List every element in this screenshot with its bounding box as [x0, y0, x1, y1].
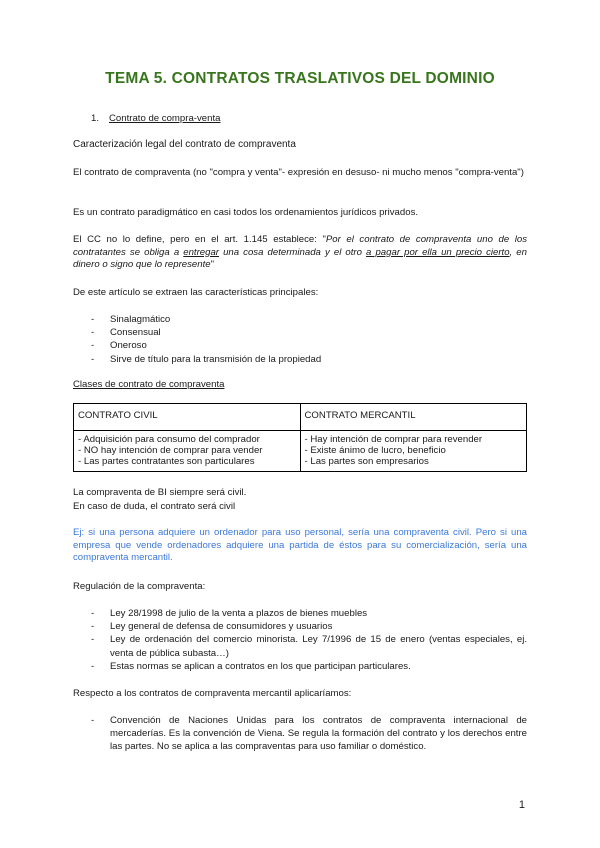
cell-line: - Existe ánimo de lucro, beneficio [304, 445, 446, 457]
section-number: 1. [91, 113, 100, 124]
cell-line: - Las partes contratantes son particulares [78, 456, 255, 468]
document-title: TEMA 5. CONTRATOS TRASLATIVOS DEL DOMINIO [105, 70, 495, 87]
cell-line: - Hay intención de comprar para revender [304, 434, 483, 445]
paragraph-paradigmatico: Es un contrato paradigmático en casi todos los ordenamientos jurídicos privados. [73, 207, 419, 218]
list-item: - Consensual [91, 326, 321, 339]
cc-quote-part: Por el contrato de compraventa uno de los contratantes se obliga a [73, 234, 527, 258]
list-item: - Ley general de defensa de consumidores y usuarios [91, 620, 527, 633]
page-number: 1 [518, 799, 525, 811]
section-label: Contrato de compra-venta [109, 113, 221, 124]
list-item: - Estas normas se aplican a contratos en los que participan particulares. [91, 660, 527, 673]
paragraph-definicion: El contrato de compraventa (no "compra y venta"- expresión en desuso- ni mucho menos "compra-venta") [73, 167, 524, 178]
list-item: - Convención de Naciones Unidas para los contratos de compraventa internacional de mercaderías. Es la convención de Viena. Se regula la formación del contrato y los derechos entre las partes. No se aplica a las compraventas para uso familiar o doméstico. [91, 714, 527, 754]
list-item: - Oneroso [91, 339, 321, 352]
list-item: - Ley de ordenación del comercio minorista. Ley 7/1996 de 15 de enero (ventas especiales, ej. venta de pública subasta…) [91, 633, 527, 659]
clases-heading: Clases de contrato de compraventa [73, 379, 225, 390]
cell-line: - NO hay intención de comprar para vender [78, 445, 263, 457]
example-paragraph: Ej: si una persona adquiere un ordenador para uso personal, sería una compraventa civil. Pero si una empresa que vende ordenadores adquiere una partida de éstos para su comercialización, sería una compraventa mercantil. [73, 527, 527, 564]
clases-table [73, 403, 527, 472]
cc-intro: El CC no lo define, pero en el art. 1.145 establece: " [73, 234, 326, 245]
paragraph-cc [73, 234, 527, 272]
table-header-mercantil: CONTRATO MERCANTIL [300, 404, 527, 431]
table-header-civil: CONTRATO CIVIL [74, 404, 301, 431]
list-item: - Ley 28/1998 de julio de la venta a plazos de bienes muebles [91, 607, 527, 620]
table-header-row [74, 404, 527, 431]
table-cell-mercantil [300, 431, 527, 472]
section-heading [91, 113, 220, 124]
caracteristicas-list [91, 313, 321, 366]
cc-quote-entregar: entregar [183, 246, 219, 258]
cell-line: - Adquisición para consumo del comprador [78, 434, 260, 445]
bi-line-2: En caso de duda, el contrato será civil [73, 501, 236, 512]
cc-close: " [210, 259, 215, 271]
mercantil-list [91, 714, 527, 754]
cc-quote-pagar: a pagar por ella un precio cierto [366, 246, 510, 258]
paragraph-caracteristicas: De este artículo se extraen las características principales: [73, 287, 319, 298]
cc-quote-part: una cosa determinada y el otro [218, 246, 367, 258]
table-row [74, 431, 527, 472]
cell-line: - Las partes son empresarios [304, 456, 429, 468]
mercantil-heading: Respecto a los contratos de compraventa mercantil aplicaríamos: [73, 688, 352, 699]
table-cell-civil [74, 431, 301, 472]
list-item: - Sinalagmático [91, 313, 321, 326]
caracterizacion-heading: Caracterización legal del contrato de compraventa [73, 139, 296, 150]
regulacion-list [91, 607, 527, 673]
bi-line-1: La compraventa de BI siempre será civil. [73, 487, 247, 498]
cc-quote-part: , en dinero o signo que lo represente [73, 246, 527, 271]
regulacion-heading: Regulación de la compraventa: [73, 581, 206, 592]
list-item: - Sirve de título para la transmisión de la propiedad [91, 353, 321, 366]
